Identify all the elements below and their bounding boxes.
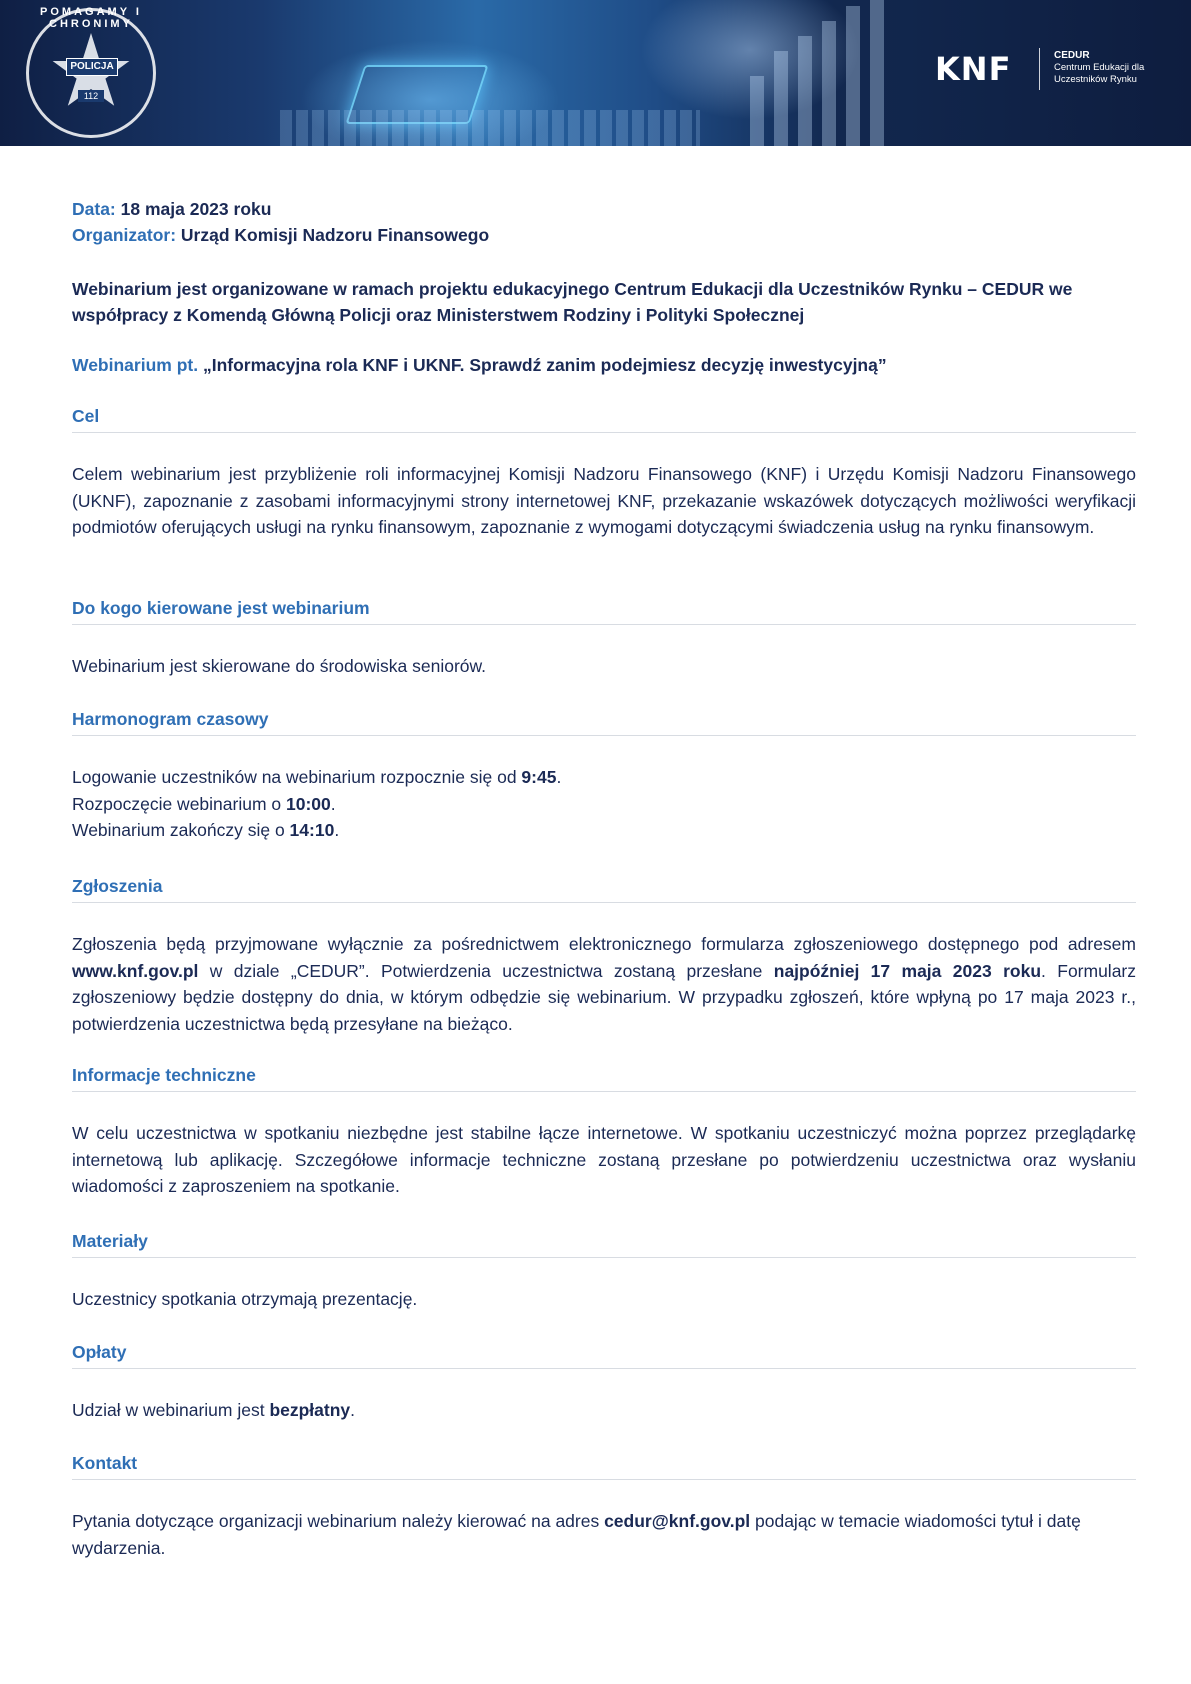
organizer-label: Organizator:: [72, 225, 177, 245]
end-time: 14:10: [289, 820, 335, 840]
section-materials: [72, 1229, 1136, 1313]
start-time: 10:00: [286, 793, 331, 814]
section-text: [72, 1508, 1136, 1561]
section-heading: Materiały: [72, 1229, 1136, 1258]
header-banner: [0, 0, 1191, 146]
registration-deadline: najpóźniej 17 maja 2023 roku: [773, 960, 1042, 981]
webinar-title-label: Webinarium pt.: [72, 355, 199, 375]
banner-chart-graphic: [740, 0, 920, 146]
banner-keyboard-graphic: [280, 110, 700, 146]
badge-number: 112: [78, 90, 104, 102]
webinar-title-value: „Informacyjna rola KNF i UKNF. Sprawdź zanim podejmiesz decyzję inwestycyjną”: [202, 355, 887, 375]
cedur-logo: [1054, 50, 1144, 86]
cedur-line1: Centrum Edukacji dla: [1054, 62, 1145, 73]
contact-text: Pytania dotyczące organizacji webinarium należy kierować na adres: [72, 1511, 605, 1531]
contact-text: podając w temacie wiadomości tytuł i datę wydarzenia.: [72, 1511, 1081, 1558]
section-text: Webinarium jest skierowane do środowiska seniorów.: [72, 656, 487, 676]
schedule-text: Rozpoczęcie webinarium o: [72, 793, 286, 814]
fees-text: Udział w webinarium jest: [72, 1400, 270, 1420]
schedule-dot: .: [334, 820, 340, 840]
schedule-text: Webinarium zakończy się o: [72, 820, 290, 840]
organizer-value: Urząd Komisji Nadzoru Finansowego: [180, 225, 490, 245]
logo-separator: [1039, 48, 1040, 90]
schedule-dot: .: [556, 767, 562, 787]
section-heading: Harmonogram czasowy: [72, 707, 1136, 736]
section-cel: [72, 404, 1136, 541]
schedule-dot: .: [330, 793, 336, 814]
section-heading: Informacje techniczne: [72, 1063, 1136, 1092]
section-text: Celem webinarium jest przybliżenie roli informacyjnej Komisji Nadzoru Finansowego (KNF) i Urzędu Komisji Nadzoru Finansowego (UKNF), zapoznanie z zasobami informacyjnymi strony internetowej KNF, przekazanie wskazówek dotyczących możliwości weryfikacji podmiotów oferujących usługi na rynku finansowym, zapoznanie z wymogami dotyczącymi świadczenia usług na rynku finansowym.: [72, 464, 1136, 537]
section-heading: Cel: [72, 404, 1136, 433]
organizer-line: [72, 222, 1136, 248]
section-fees: [72, 1340, 1136, 1424]
fees-free: bezpłatny: [269, 1400, 351, 1420]
intro-text: Webinarium jest organizowane w ramach projektu edukacyjnego Centrum Edukacji dla Uczestników Rynku – CEDUR we współpracy z Komendą Główną Policji oraz Ministerstwem Rodziny i Polityki Społecznej: [72, 279, 1073, 325]
registration-text: w dziale „CEDUR”. Potwierdzenia uczestnictwa zostaną przesłane: [198, 960, 774, 981]
section-text: [72, 931, 1136, 1037]
schedule-line: [72, 817, 1136, 844]
contact-email-link[interactable]: cedur@knf.gov.pl: [604, 1511, 751, 1531]
schedule-text: Logowanie uczestników na webinarium rozpocznie się od: [72, 767, 522, 787]
section-heading: Kontakt: [72, 1451, 1136, 1480]
registration-text: Zgłoszenia będą przyjmowane wyłącznie za pośrednictwem elektronicznego formularza zgłoszeniowego dostępnego pod adresem: [72, 934, 1136, 954]
section-heading: Zgłoszenia: [72, 874, 1136, 903]
registration-text: . Formularz zgłoszeniowy będzie dostępny do dnia, w którym odbędzie się webinarium. W przypadku zgłoszeń, które wpłyną po 17 maja 2023 r., potwierdzenia uczestnictwa będą przesyłane na bieżąco.: [72, 960, 1137, 1034]
login-time: 9:45: [521, 767, 557, 787]
knf-logo: KNF: [935, 50, 1012, 88]
fees-dot: .: [350, 1400, 356, 1420]
webinar-title: [72, 352, 1136, 378]
section-text: W celu uczestnictwa w spotkaniu niezbędne jest stabilne łącze internetowe. W spotkaniu uczestniczyć można poprzez przeglądarkę internetową lub aplikację. Szczegółowe informacje techniczne zostaną przesłane po potwierdzeniu uczestnictwa oraz wysłaniu wiadomości z zaproszeniem na spotkanie.: [72, 1123, 1136, 1196]
badge-motto: POMAGAMY I CHRONIMY: [40, 6, 142, 30]
cedur-title: CEDUR: [1054, 50, 1090, 61]
section-technical: [72, 1063, 1136, 1200]
badge-plate: POLICJA: [66, 58, 118, 76]
police-badge-logo: [26, 8, 156, 138]
section-text: Uczestnicy spotkania otrzymają prezentację.: [72, 1289, 418, 1309]
section-registration: [72, 874, 1136, 1037]
section-heading: Do kogo kierowane jest webinarium: [72, 596, 1136, 625]
date-value: 18 maja 2023 roku: [120, 199, 272, 219]
section-audience: [72, 596, 1136, 680]
knf-website-link[interactable]: www.knf.gov.pl: [72, 960, 199, 981]
section-schedule: [72, 707, 1136, 844]
cedur-line2: Uczestników Rynku: [1054, 74, 1137, 85]
date-line: [72, 196, 1136, 222]
date-label: Data:: [72, 199, 116, 219]
section-contact: [72, 1451, 1136, 1561]
section-heading: Opłaty: [72, 1340, 1136, 1369]
section-text: [72, 1397, 1136, 1424]
schedule-line: [72, 764, 1136, 791]
document-body: [72, 196, 1136, 378]
schedule-line: [72, 791, 1136, 818]
